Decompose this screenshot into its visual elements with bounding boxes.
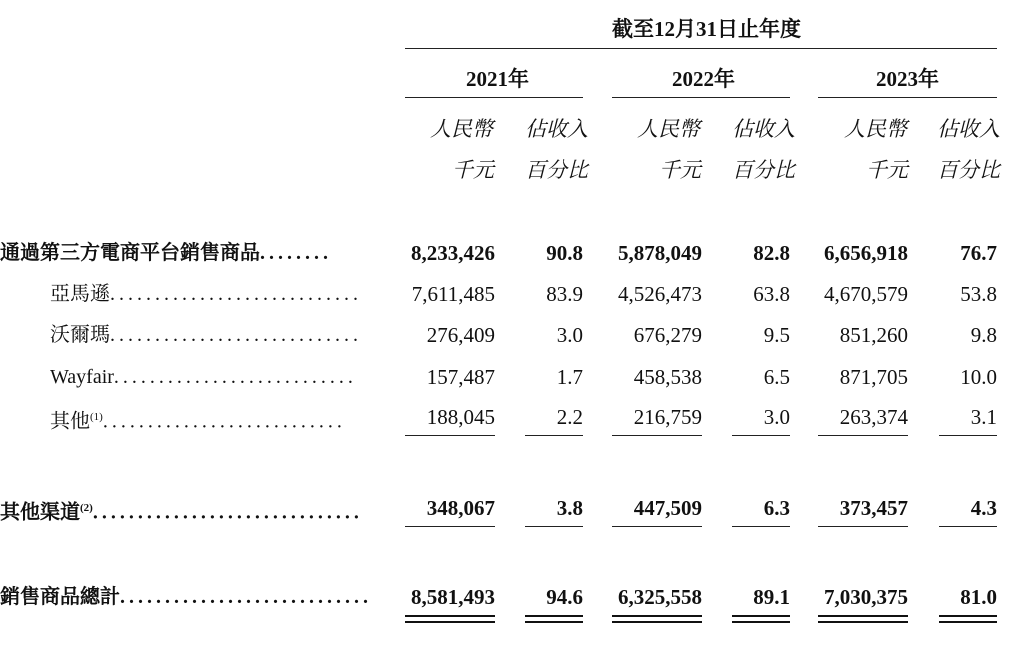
row-label-other-channels: 其他渠道$^{(2)}$.............................. <box>0 501 363 524</box>
cell-total-2022-pct: 89.1 <box>753 585 790 609</box>
cell-third-party-2021-amount: 8,233,426 <box>411 241 495 265</box>
total-line-2023-pct <box>939 526 997 527</box>
cell-walmart-2023-amount: 851,260 <box>839 323 908 347</box>
row-label-others: 其他$^{(1)}$........................... <box>50 410 346 433</box>
year-header-2022: 2022年 <box>672 67 735 91</box>
col-currency-2021: 人民幣 <box>430 117 493 141</box>
total-line-2021-pct <box>525 526 583 527</box>
row-label-total: 銷售商品總計............................ <box>0 586 372 608</box>
cell-others-2023-amount: 263,374 <box>839 405 908 429</box>
total-line-2023-amount <box>818 526 908 527</box>
col-pct-2022: 佔收入 <box>732 117 795 141</box>
year-header-2021: 2021年 <box>466 67 529 91</box>
year-underline-2022 <box>612 97 790 98</box>
col-pct-2023: 佔收入 <box>937 117 1000 141</box>
year-header-2023: 2023年 <box>876 67 939 91</box>
col-pct-2021: 佔收入 <box>525 117 588 141</box>
cell-third-party-2023-pct: 76.7 <box>960 241 997 265</box>
col-currency-2022: 人民幣 <box>637 117 700 141</box>
subtotal-line-2021-amount <box>405 435 495 436</box>
year-underline-2023 <box>818 97 997 98</box>
col-pct-unit-2022: 百分比 <box>732 158 795 182</box>
cell-third-party-2023-amount: 6,656,918 <box>824 241 908 265</box>
cell-others-2021-pct: 2.2 <box>556 405 583 429</box>
cell-total-2023-pct: 81.0 <box>960 585 997 609</box>
cell-amazon-2022-amount: 4,526,473 <box>618 282 702 306</box>
total-line-2022-pct <box>732 526 790 527</box>
cell-other-channels-2022-amount: 447,509 <box>633 496 702 520</box>
grand-total-underline-a-2021-amount <box>405 615 495 617</box>
grand-total-underline-b-2021-amount <box>405 621 495 623</box>
cell-wayfair-2023-pct: 10.0 <box>960 365 997 389</box>
grand-total-underline-a-2022-pct <box>732 615 790 617</box>
cell-walmart-2022-pct: 9.5 <box>763 323 790 347</box>
year-underline-2021 <box>405 97 583 98</box>
subtotal-line-2022-amount <box>612 435 702 436</box>
col-pct-unit-2021: 百分比 <box>525 158 588 182</box>
cell-third-party-2022-amount: 5,878,049 <box>618 241 702 265</box>
cell-amazon-2021-pct: 83.9 <box>546 282 583 306</box>
period-header: 截至12月31日止年度 <box>612 17 801 41</box>
cell-third-party-2021-pct: 90.8 <box>546 241 583 265</box>
grand-total-underline-a-2022-amount <box>612 615 702 617</box>
subtotal-line-2023-pct <box>939 435 997 436</box>
subtotal-line-2022-pct <box>732 435 790 436</box>
cell-others-2023-pct: 3.1 <box>970 405 997 429</box>
cell-walmart-2021-pct: 3.0 <box>556 323 583 347</box>
cell-amazon-2023-amount: 4,670,579 <box>824 282 908 306</box>
cell-walmart-2022-amount: 676,279 <box>633 323 702 347</box>
footnote-2-marker: (2) <box>80 502 93 514</box>
total-line-2022-amount <box>612 526 702 527</box>
grand-total-underline-a-2023-amount <box>818 615 908 617</box>
cell-other-channels-2022-pct: 6.3 <box>763 496 790 520</box>
cell-amazon-2022-pct: 63.8 <box>753 282 790 306</box>
cell-third-party-2022-pct: 82.8 <box>753 241 790 265</box>
total-line-2021-amount <box>405 526 495 527</box>
cell-wayfair-2022-amount: 458,538 <box>633 365 702 389</box>
col-pct-unit-2023: 百分比 <box>937 158 1000 182</box>
grand-total-underline-b-2021-pct <box>525 621 583 623</box>
col-currency-unit-2023: 千元 <box>866 158 908 182</box>
cell-others-2022-amount: 216,759 <box>633 405 702 429</box>
period-underline <box>405 48 997 49</box>
footnote-1-marker: (1) <box>90 411 103 423</box>
row-label-walmart: 沃爾瑪............................ <box>50 324 362 346</box>
grand-total-underline-b-2023-pct <box>939 621 997 623</box>
cell-total-2021-amount: 8,581,493 <box>411 585 495 609</box>
cell-walmart-2021-amount: 276,409 <box>426 323 495 347</box>
cell-other-channels-2023-amount: 373,457 <box>839 496 908 520</box>
cell-other-channels-2023-pct: 4.3 <box>970 496 997 520</box>
grand-total-underline-a-2023-pct <box>939 615 997 617</box>
cell-others-2022-pct: 3.0 <box>763 405 790 429</box>
subtotal-line-2021-pct <box>525 435 583 436</box>
cell-total-2022-amount: 6,325,558 <box>618 585 702 609</box>
row-label-wayfair: Wayfair........................... <box>50 366 357 388</box>
cell-wayfair-2021-pct: 1.7 <box>556 365 583 389</box>
cell-walmart-2023-pct: 9.8 <box>970 323 997 347</box>
row-label-amazon: 亞馬遜............................ <box>50 283 362 305</box>
grand-total-underline-b-2023-amount <box>818 621 908 623</box>
cell-total-2021-pct: 94.6 <box>546 585 583 609</box>
cell-wayfair-2022-pct: 6.5 <box>763 365 790 389</box>
col-currency-2023: 人民幣 <box>844 117 907 141</box>
grand-total-underline-a-2021-pct <box>525 615 583 617</box>
row-label-third-party: 通過第三方電商平台銷售商品........ <box>0 242 332 264</box>
col-currency-unit-2022: 千元 <box>659 158 701 182</box>
grand-total-underline-b-2022-pct <box>732 621 790 623</box>
grand-total-underline-b-2022-amount <box>612 621 702 623</box>
cell-other-channels-2021-pct: 3.8 <box>556 496 583 520</box>
cell-others-2021-amount: 188,045 <box>426 405 495 429</box>
cell-amazon-2023-pct: 53.8 <box>960 282 997 306</box>
cell-other-channels-2021-amount: 348,067 <box>426 496 495 520</box>
cell-wayfair-2021-amount: 157,487 <box>426 365 495 389</box>
subtotal-line-2023-amount <box>818 435 908 436</box>
cell-wayfair-2023-amount: 871,705 <box>839 365 908 389</box>
col-currency-unit-2021: 千元 <box>452 158 494 182</box>
cell-total-2023-amount: 7,030,375 <box>824 585 908 609</box>
cell-amazon-2021-amount: 7,611,485 <box>411 282 495 306</box>
